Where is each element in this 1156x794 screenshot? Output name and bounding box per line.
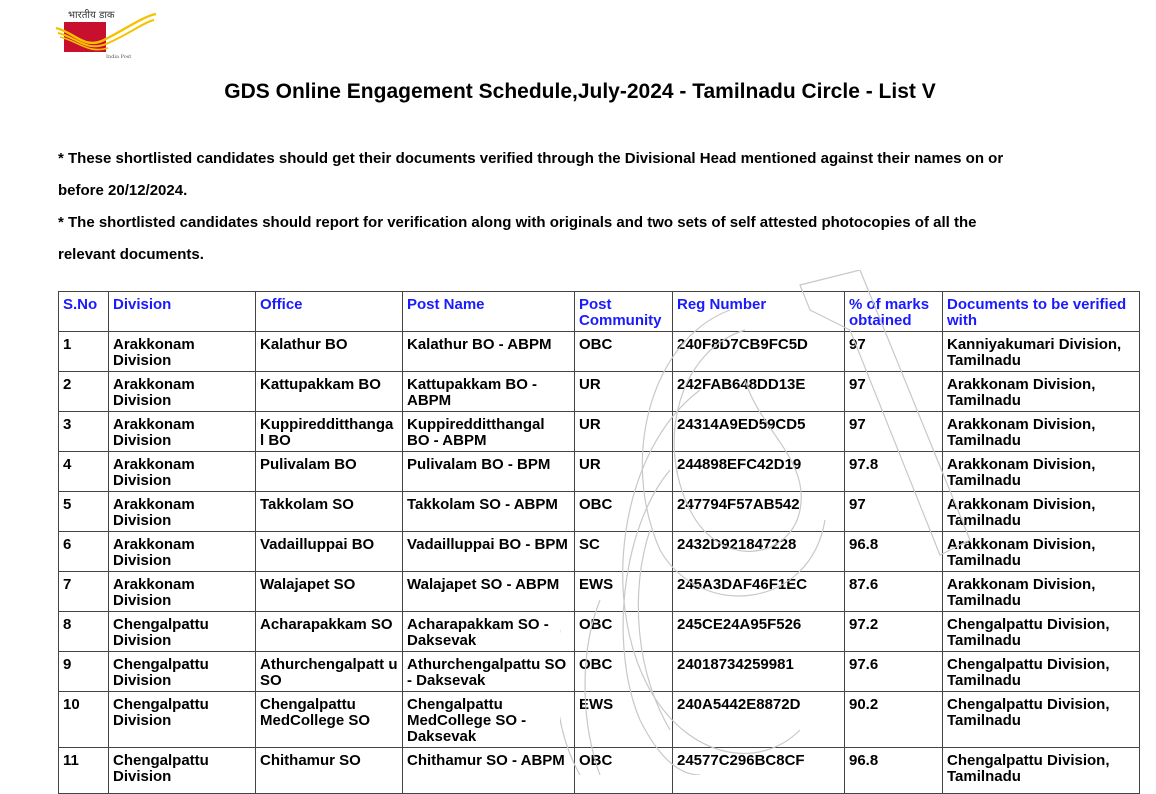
col-header-marks: % of marks obtained bbox=[845, 292, 943, 332]
table-row bbox=[59, 452, 1140, 492]
cell-division: Arakkonam Division bbox=[109, 332, 256, 372]
cell-documents-verified-with: Arakkonam Division, Tamilnadu bbox=[943, 532, 1140, 572]
svg-text:भारतीय डाक: भारतीय डाक bbox=[68, 10, 115, 21]
cell-office: Kuppiredditthanga l BO bbox=[256, 412, 403, 452]
cell-division: Arakkonam Division bbox=[109, 412, 256, 452]
cell-marks: 97 bbox=[845, 492, 943, 532]
cell-sno: 2 bbox=[59, 372, 109, 412]
cell-post-community: EWS bbox=[575, 692, 673, 748]
cell-marks: 90.2 bbox=[845, 692, 943, 748]
cell-reg-number: 24018734259981 bbox=[673, 652, 845, 692]
col-header-post-name: Post Name bbox=[403, 292, 575, 332]
cell-division: Chengalpattu Division bbox=[109, 612, 256, 652]
note-line-3: * The shortlisted candidates should report for verification along with originals and two sets of self attested photocopies of all the bbox=[58, 214, 977, 231]
cell-division: Chengalpattu Division bbox=[109, 692, 256, 748]
cell-sno: 5 bbox=[59, 492, 109, 532]
cell-post-name: Kattupakkam BO - ABPM bbox=[403, 372, 575, 412]
cell-documents-verified-with: Arakkonam Division, Tamilnadu bbox=[943, 452, 1140, 492]
cell-office: Acharapakkam SO bbox=[256, 612, 403, 652]
table-row bbox=[59, 652, 1140, 692]
cell-post-name: Chithamur SO - ABPM bbox=[403, 748, 575, 794]
cell-office: Takkolam SO bbox=[256, 492, 403, 532]
cell-sno: 11 bbox=[59, 748, 109, 794]
svg-text:India Post: India Post bbox=[106, 54, 132, 60]
cell-sno: 3 bbox=[59, 412, 109, 452]
cell-post-name: Kuppiredditthangal BO - ABPM bbox=[403, 412, 575, 452]
col-header-reg-number: Reg Number bbox=[673, 292, 845, 332]
cell-post-community: EWS bbox=[575, 572, 673, 612]
table-header-row bbox=[59, 292, 1140, 332]
india-post-logo bbox=[54, 6, 158, 60]
cell-sno: 6 bbox=[59, 532, 109, 572]
cell-sno: 1 bbox=[59, 332, 109, 372]
cell-division: Arakkonam Division bbox=[109, 452, 256, 492]
cell-post-name: Vadailluppai BO - BPM bbox=[403, 532, 575, 572]
cell-office: Kattupakkam BO bbox=[256, 372, 403, 412]
note-line-4: relevant documents. bbox=[58, 246, 204, 263]
col-header-documents-verified-with: Documents to be verified with bbox=[943, 292, 1140, 332]
col-header-division: Division bbox=[109, 292, 256, 332]
table-row bbox=[59, 532, 1140, 572]
cell-office: Walajapet SO bbox=[256, 572, 403, 612]
cell-sno: 8 bbox=[59, 612, 109, 652]
cell-marks: 96.8 bbox=[845, 532, 943, 572]
cell-office: Vadailluppai BO bbox=[256, 532, 403, 572]
table-row bbox=[59, 492, 1140, 532]
cell-post-community: OBC bbox=[575, 492, 673, 532]
table-row bbox=[59, 612, 1140, 652]
cell-documents-verified-with: Arakkonam Division, Tamilnadu bbox=[943, 572, 1140, 612]
cell-documents-verified-with: Arakkonam Division, Tamilnadu bbox=[943, 412, 1140, 452]
table-row bbox=[59, 372, 1140, 412]
cell-reg-number: 247794F57AB542 bbox=[673, 492, 845, 532]
table-row bbox=[59, 692, 1140, 748]
cell-post-community: OBC bbox=[575, 612, 673, 652]
cell-office: Chengalpattu MedCollege SO bbox=[256, 692, 403, 748]
cell-division: Chengalpattu Division bbox=[109, 652, 256, 692]
cell-reg-number: 244898EFC42D19 bbox=[673, 452, 845, 492]
note-line-1: * These shortlisted candidates should get their documents verified through the Divisional Head mentioned against their names on or bbox=[58, 150, 1004, 167]
cell-documents-verified-with: Arakkonam Division, Tamilnadu bbox=[943, 372, 1140, 412]
cell-post-name: Pulivalam BO - BPM bbox=[403, 452, 575, 492]
cell-reg-number: 245A3DAF46F1EC bbox=[673, 572, 845, 612]
cell-division: Arakkonam Division bbox=[109, 572, 256, 612]
cell-post-name: Acharapakkam SO - Daksevak bbox=[403, 612, 575, 652]
cell-post-name: Athurchengalpattu SO - Daksevak bbox=[403, 652, 575, 692]
cell-post-community: UR bbox=[575, 412, 673, 452]
cell-marks: 97.6 bbox=[845, 652, 943, 692]
col-header-office: Office bbox=[256, 292, 403, 332]
cell-reg-number: 24314A9ED59CD5 bbox=[673, 412, 845, 452]
cell-sno: 4 bbox=[59, 452, 109, 492]
cell-marks: 97.2 bbox=[845, 612, 943, 652]
table-row bbox=[59, 572, 1140, 612]
page-title: GDS Online Engagement Schedule,July-2024 - Tamilnadu Circle - List V bbox=[224, 80, 936, 103]
cell-post-community: OBC bbox=[575, 332, 673, 372]
cell-marks: 97 bbox=[845, 372, 943, 412]
cell-reg-number: 242FAB648DD13E bbox=[673, 372, 845, 412]
cell-post-name: Kalathur BO - ABPM bbox=[403, 332, 575, 372]
cell-division: Arakkonam Division bbox=[109, 372, 256, 412]
cell-documents-verified-with: Chengalpattu Division, Tamilnadu bbox=[943, 652, 1140, 692]
cell-post-community: SC bbox=[575, 532, 673, 572]
cell-post-community: OBC bbox=[575, 652, 673, 692]
cell-documents-verified-with: Arakkonam Division, Tamilnadu bbox=[943, 492, 1140, 532]
cell-sno: 10 bbox=[59, 692, 109, 748]
cell-post-community: UR bbox=[575, 452, 673, 492]
cell-office: Kalathur BO bbox=[256, 332, 403, 372]
cell-reg-number: 24577C296BC8CF bbox=[673, 748, 845, 794]
cell-division: Chengalpattu Division bbox=[109, 748, 256, 794]
cell-marks: 97.8 bbox=[845, 452, 943, 492]
cell-post-community: OBC bbox=[575, 748, 673, 794]
cell-reg-number: 240F8D7CB9FC5D bbox=[673, 332, 845, 372]
india-post-logo-icon bbox=[54, 6, 158, 60]
cell-sno: 7 bbox=[59, 572, 109, 612]
cell-reg-number: 2432D921847228 bbox=[673, 532, 845, 572]
col-header-post-community: Post Community bbox=[575, 292, 673, 332]
cell-division: Arakkonam Division bbox=[109, 492, 256, 532]
cell-documents-verified-with: Kanniyakumari Division, Tamilnadu bbox=[943, 332, 1140, 372]
cell-reg-number: 240A5442E8872D bbox=[673, 692, 845, 748]
cell-division: Arakkonam Division bbox=[109, 532, 256, 572]
table-row bbox=[59, 332, 1140, 372]
cell-sno: 9 bbox=[59, 652, 109, 692]
cell-reg-number: 245CE24A95F526 bbox=[673, 612, 845, 652]
cell-documents-verified-with: Chengalpattu Division, Tamilnadu bbox=[943, 748, 1140, 794]
cell-marks: 97 bbox=[845, 332, 943, 372]
cell-marks: 87.6 bbox=[845, 572, 943, 612]
cell-office: Pulivalam BO bbox=[256, 452, 403, 492]
cell-post-community: UR bbox=[575, 372, 673, 412]
table-row bbox=[59, 748, 1140, 794]
cell-post-name: Chengalpattu MedCollege SO - Daksevak bbox=[403, 692, 575, 748]
cell-marks: 96.8 bbox=[845, 748, 943, 794]
cell-post-name: Walajapet SO - ABPM bbox=[403, 572, 575, 612]
cell-documents-verified-with: Chengalpattu Division, Tamilnadu bbox=[943, 612, 1140, 652]
table-row bbox=[59, 412, 1140, 452]
cell-office: Chithamur SO bbox=[256, 748, 403, 794]
cell-post-name: Takkolam SO - ABPM bbox=[403, 492, 575, 532]
candidates-table bbox=[58, 291, 1140, 794]
cell-office: Athurchengalpatt u SO bbox=[256, 652, 403, 692]
note-line-2: before 20/12/2024. bbox=[58, 182, 188, 199]
col-header-sno: S.No bbox=[59, 292, 109, 332]
cell-documents-verified-with: Chengalpattu Division, Tamilnadu bbox=[943, 692, 1140, 748]
cell-marks: 97 bbox=[845, 412, 943, 452]
